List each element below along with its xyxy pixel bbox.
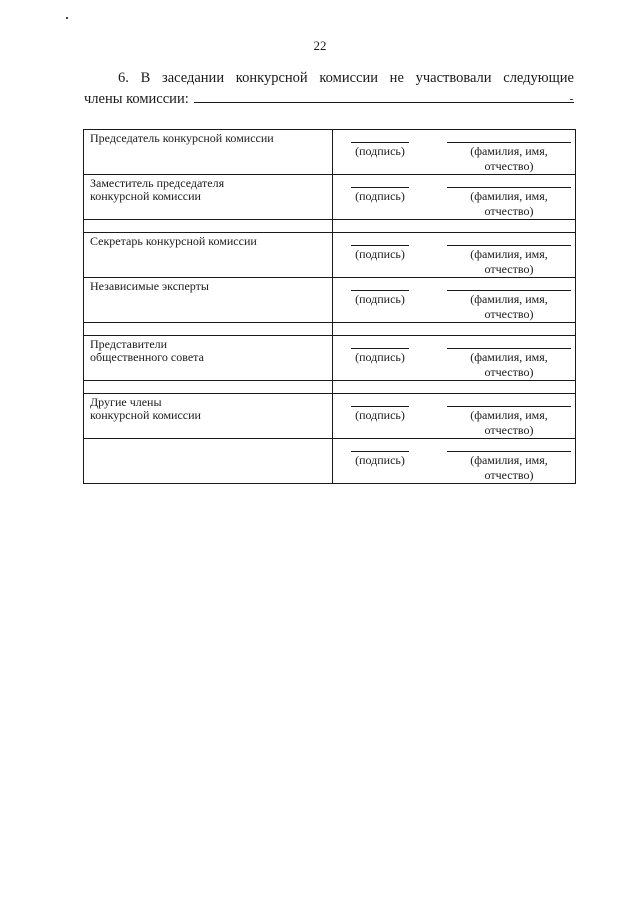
table-spacer-row	[84, 381, 576, 394]
signature-slot	[351, 142, 409, 174]
signature-slot	[351, 348, 409, 380]
role-label-line2: конкурсной комиссии	[90, 408, 201, 422]
name-slot	[447, 348, 571, 380]
signature-slot	[351, 451, 409, 483]
role-label-line2: конкурсной комиссии	[90, 189, 201, 203]
signature-caption: (подпись)	[355, 292, 405, 306]
signature-slot	[351, 187, 409, 219]
signature-slot	[351, 245, 409, 277]
table-spacer-row	[84, 323, 576, 336]
scan-speck	[66, 17, 68, 19]
signature-cell	[333, 278, 576, 323]
role-label: Независимые эксперты	[90, 279, 209, 293]
name-slot	[447, 290, 571, 322]
role-cell	[84, 175, 333, 220]
name-caption: (фамилия, имя, отчество)	[470, 453, 548, 482]
name-caption: (фамилия, имя, отчество)	[470, 350, 548, 379]
signature-cell	[333, 175, 576, 220]
name-slot	[447, 451, 571, 483]
signature-cell	[333, 130, 576, 175]
paragraph-absent-members	[84, 69, 574, 109]
table-row	[84, 439, 576, 484]
table-row	[84, 130, 576, 175]
name-caption: (фамилия, имя, отчество)	[470, 144, 548, 173]
role-cell	[84, 439, 333, 484]
table-row	[84, 175, 576, 220]
role-cell	[84, 336, 333, 381]
signature-cell	[333, 233, 576, 278]
name-slot	[447, 142, 571, 174]
role-label: Представители	[90, 337, 168, 351]
name-slot	[447, 406, 571, 438]
signature-caption: (подпись)	[355, 453, 405, 467]
scan-speck	[570, 99, 573, 100]
name-caption: (фамилия, имя, отчество)	[470, 189, 548, 218]
name-slot	[447, 245, 571, 277]
name-caption: (фамилия, имя, отчество)	[470, 292, 548, 321]
signature-caption: (подпись)	[355, 144, 405, 158]
signature-caption: (подпись)	[355, 408, 405, 422]
name-slot	[447, 187, 571, 219]
role-label: Председатель конкурсной комиссии	[90, 131, 274, 145]
signature-cell	[333, 439, 576, 484]
page-number: 22	[313, 38, 327, 53]
table-row	[84, 336, 576, 381]
signature-slot	[351, 290, 409, 322]
role-label-line2: общественного совета	[90, 350, 204, 364]
role-label: Другие члены	[90, 395, 162, 409]
role-cell	[84, 278, 333, 323]
signature-table	[83, 129, 576, 484]
table-row	[84, 394, 576, 439]
paragraph-line-1: 6. В заседании конкурсной комиссии не участвовали следующие	[118, 70, 574, 86]
signature-slot	[351, 406, 409, 438]
name-caption: (фамилия, имя, отчество)	[470, 408, 548, 437]
role-label: Заместитель председателя	[90, 176, 225, 190]
signature-cell	[333, 394, 576, 439]
role-cell	[84, 233, 333, 278]
paragraph-line-2-text: члены комиссии:	[84, 91, 189, 107]
signature-caption: (подпись)	[355, 247, 405, 261]
table-spacer-row	[84, 220, 576, 233]
paragraph-line-2	[84, 88, 574, 109]
role-label: Секретарь конкурсной комиссии	[90, 234, 257, 248]
signature-caption: (подпись)	[355, 350, 405, 364]
signature-cell	[333, 336, 576, 381]
absent-members-fill-line	[194, 88, 574, 103]
table-row	[84, 233, 576, 278]
name-caption: (фамилия, имя, отчество)	[470, 247, 548, 276]
signature-caption: (подпись)	[355, 189, 405, 203]
role-cell	[84, 130, 333, 175]
table-row	[84, 278, 576, 323]
role-cell	[84, 394, 333, 439]
